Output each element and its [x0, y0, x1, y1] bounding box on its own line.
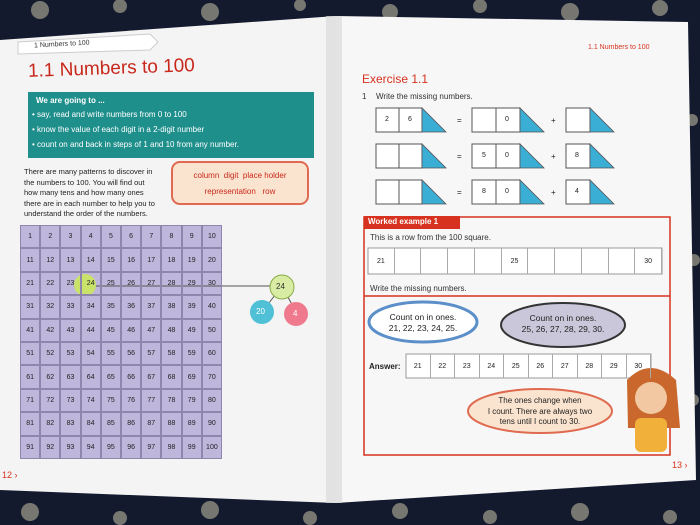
goal-item: • count on and back in steps of 1 and 10 from any number. [32, 140, 239, 149]
bubble-right-text: Count on in ones. 25, 26, 27, 28, 29, 30. [521, 313, 605, 334]
row-cell [395, 248, 422, 274]
hundred-square-cell: 3 [60, 225, 80, 248]
answer-cell: 26 [529, 354, 554, 378]
hundred-square-cell: 99 [182, 436, 202, 459]
hundred-square-cell: 56 [121, 342, 141, 365]
hundred-square-cell: 80 [202, 389, 222, 412]
hundred-square-cell: 60 [202, 342, 222, 365]
equals-sign: = [457, 188, 462, 197]
hundred-square-cell: 65 [101, 365, 121, 388]
hundred-square-cell: 49 [182, 319, 202, 342]
row-cell [475, 248, 502, 274]
answer-cell: 30 [627, 354, 652, 378]
row-cell: 21 [368, 248, 395, 274]
hundred-square-cell: 54 [81, 342, 101, 365]
hundred-square-cell: 35 [101, 295, 121, 318]
tens-card-digit: 5 [482, 152, 486, 159]
hundred-square-cell: 20 [202, 248, 222, 271]
hundred-square-cell: 18 [161, 248, 181, 271]
hundred-square-cell: 33 [60, 295, 80, 318]
row-cell [421, 248, 448, 274]
ones-card-digit: 4 [575, 188, 579, 195]
hundred-square-cell: 1 [20, 225, 40, 248]
plus-sign: + [551, 116, 556, 125]
hundred-square-cell: 95 [101, 436, 121, 459]
hundred-square-cell: 13 [60, 248, 80, 271]
hundred-square-cell: 92 [40, 436, 60, 459]
hundred-square-cell: 41 [20, 319, 40, 342]
bubble-bottom-text: The ones change when I count. There are always two tens until I count to 30. [487, 396, 593, 426]
hundred-square-cell: 39 [182, 295, 202, 318]
hundred-square-cell: 25 [101, 272, 121, 295]
hundred-square-cell: 69 [182, 365, 202, 388]
hundred-square-cell: 47 [141, 319, 161, 342]
hundred-square-cell: 98 [161, 436, 181, 459]
hundred-square-cell: 23 [60, 272, 80, 295]
vocabulary-words: column digit place holder representation row [193, 171, 287, 196]
hundred-square-cell: 10 [202, 225, 222, 248]
hundred-square-cell: 67 [141, 365, 161, 388]
goals-heading: We are going to ... [36, 96, 105, 105]
hundred-square-cell: 52 [40, 342, 60, 365]
answer-cell: 22 [431, 354, 456, 378]
hundred-square-cell: 59 [182, 342, 202, 365]
hundred-square-cell: 63 [60, 365, 80, 388]
answer-cell: 29 [602, 354, 627, 378]
ones-value: 4 [293, 309, 298, 318]
tens-card-zero: 0 [505, 152, 509, 159]
hundred-square-row [368, 248, 662, 274]
hundred-square-cell: 73 [60, 389, 80, 412]
goal-item: • know the value of each digit in a 2-digit number [32, 125, 205, 134]
hundred-square-cell: 77 [141, 389, 161, 412]
hundred-square-cell: 57 [141, 342, 161, 365]
hundred-square-cell: 37 [141, 295, 161, 318]
hundred-square-cell: 28 [161, 272, 181, 295]
ones-box-digit: 6 [408, 116, 412, 123]
hundred-square-cell: 38 [161, 295, 181, 318]
hundred-square-cell: 53 [60, 342, 80, 365]
hundred-square-cell: 86 [121, 412, 141, 435]
answer-cell: 21 [406, 354, 431, 378]
hundred-square-cell: 32 [40, 295, 60, 318]
hundred-square-cell: 24 [81, 272, 101, 295]
hundred-square-cell: 79 [182, 389, 202, 412]
hundred-square-cell: 31 [20, 295, 40, 318]
hundred-square-cell: 75 [101, 389, 121, 412]
hundred-square-cell: 93 [60, 436, 80, 459]
row-cell: 25 [502, 248, 529, 274]
plus-sign: + [551, 152, 556, 161]
hundred-square-cell: 66 [121, 365, 141, 388]
question-text: Write the missing numbers. [376, 92, 473, 101]
hundred-square-cell: 62 [40, 365, 60, 388]
hundred-square-cell: 72 [40, 389, 60, 412]
answer-cell: 27 [553, 354, 578, 378]
chapter-tab-label: 1 Numbers to 100 [33, 39, 90, 50]
hundred-square-cell: 40 [202, 295, 222, 318]
intro-paragraph: There are many patterns to discover in the numbers to 100. You will find out how many tens and how many ones there are in each number to help you to understand the order of the numbers. [24, 167, 155, 218]
hundred-square-cell: 27 [141, 272, 161, 295]
hundred-square-cell: 11 [20, 248, 40, 271]
hundred-square-cell: 82 [40, 412, 60, 435]
hundred-square-cell: 58 [161, 342, 181, 365]
hundred-square-cell: 76 [121, 389, 141, 412]
hundred-square-cell: 89 [182, 412, 202, 435]
hundred-square-cell: 78 [161, 389, 181, 412]
hundred-square-cell: 22 [40, 272, 60, 295]
hundred-square-cell: 21 [20, 272, 40, 295]
hundred-square-cell: 96 [121, 436, 141, 459]
worked-example-title: Worked example 1 [368, 217, 439, 226]
hundred-square-cell: 16 [121, 248, 141, 271]
hundred-square-cell: 17 [141, 248, 161, 271]
tens-value: 20 [256, 307, 265, 316]
answer-cell: 25 [504, 354, 529, 378]
hundred-square-cell: 87 [141, 412, 161, 435]
hundred-square-cell: 94 [81, 436, 101, 459]
hundred-square-cell: 84 [81, 412, 101, 435]
tens-card-zero: 0 [505, 188, 509, 195]
hundred-square-cell: 88 [161, 412, 181, 435]
right-page-header: 1.1 Numbers to 100 [588, 44, 650, 51]
hundred-square-cell: 43 [60, 319, 80, 342]
hundred-square-cell: 71 [20, 389, 40, 412]
hundred-square-cell: 42 [40, 319, 60, 342]
row-cell [555, 248, 582, 274]
question-number: 1 [362, 92, 367, 101]
hundred-square-cell: 50 [202, 319, 222, 342]
hundred-square-cell: 36 [121, 295, 141, 318]
hundred-square-cell: 14 [81, 248, 101, 271]
hundred-square-cell: 46 [121, 319, 141, 342]
hundred-square-cell: 29 [182, 272, 202, 295]
row-intro: This is a row from the 100 square. [370, 233, 491, 242]
hundred-square-cell: 34 [81, 295, 101, 318]
bubble-left-text: Count on in ones. 21, 22, 23, 24, 25. [388, 312, 458, 333]
hundred-square-cell: 6 [121, 225, 141, 248]
whole-value: 24 [276, 282, 285, 291]
goal-item: • say, read and write numbers from 0 to 100 [32, 110, 187, 119]
equals-sign: = [457, 152, 462, 161]
hundred-square-cell: 12 [40, 248, 60, 271]
section-title: 1.1 Numbers to 100 [27, 55, 196, 82]
hundred-square-cell: 19 [182, 248, 202, 271]
answer-cell: 23 [455, 354, 480, 378]
hundred-square-cell: 8 [161, 225, 181, 248]
hundred-square-cell: 100 [202, 436, 222, 459]
answer-cell: 24 [480, 354, 505, 378]
row-cell [448, 248, 475, 274]
left-page-number: 12 › [2, 470, 18, 480]
ones-card-digit: 8 [575, 152, 579, 159]
hundred-square-cell: 90 [202, 412, 222, 435]
tens-card-digit: 8 [482, 188, 486, 195]
hundred-square-cell: 74 [81, 389, 101, 412]
right-page-number: 13 › [672, 460, 688, 470]
hundred-square-cell: 5 [101, 225, 121, 248]
hundred-square-cell: 51 [20, 342, 40, 365]
hundred-square-cell: 2 [40, 225, 60, 248]
hundred-square-cell: 85 [101, 412, 121, 435]
hundred-square-cell: 4 [81, 225, 101, 248]
equals-sign: = [457, 116, 462, 125]
exercise-title: Exercise 1.1 [362, 72, 429, 86]
hundred-square-cell: 48 [161, 319, 181, 342]
answer-cell: 28 [578, 354, 603, 378]
hundred-square-cell: 91 [20, 436, 40, 459]
hundred-square-cell: 45 [101, 319, 121, 342]
hundred-square-cell: 81 [20, 412, 40, 435]
hundred-square-cell: 30 [202, 272, 222, 295]
hundred-square-cell: 44 [81, 319, 101, 342]
missing-prompt: Write the missing numbers. [370, 284, 467, 293]
hundred-square-cell: 97 [141, 436, 161, 459]
tens-card-zero: 0 [505, 116, 509, 123]
hundred-square-cell: 68 [161, 365, 181, 388]
hundred-square-cell: 64 [81, 365, 101, 388]
row-cell [609, 248, 636, 274]
hundred-square-cell: 55 [101, 342, 121, 365]
row-cell [528, 248, 555, 274]
hundred-square-cell: 61 [20, 365, 40, 388]
row-cell: 30 [635, 248, 662, 274]
answer-label: Answer: [369, 362, 401, 371]
answer-row [406, 354, 651, 378]
tens-box-digit: 2 [385, 116, 389, 123]
plus-sign: + [551, 188, 556, 197]
hundred-square-cell: 70 [202, 365, 222, 388]
hundred-square-cell: 7 [141, 225, 161, 248]
row-cell [582, 248, 609, 274]
hundred-square-cell: 26 [121, 272, 141, 295]
hundred-square-cell: 15 [101, 248, 121, 271]
hundred-square-cell: 83 [60, 412, 80, 435]
hundred-square-cell: 9 [182, 225, 202, 248]
